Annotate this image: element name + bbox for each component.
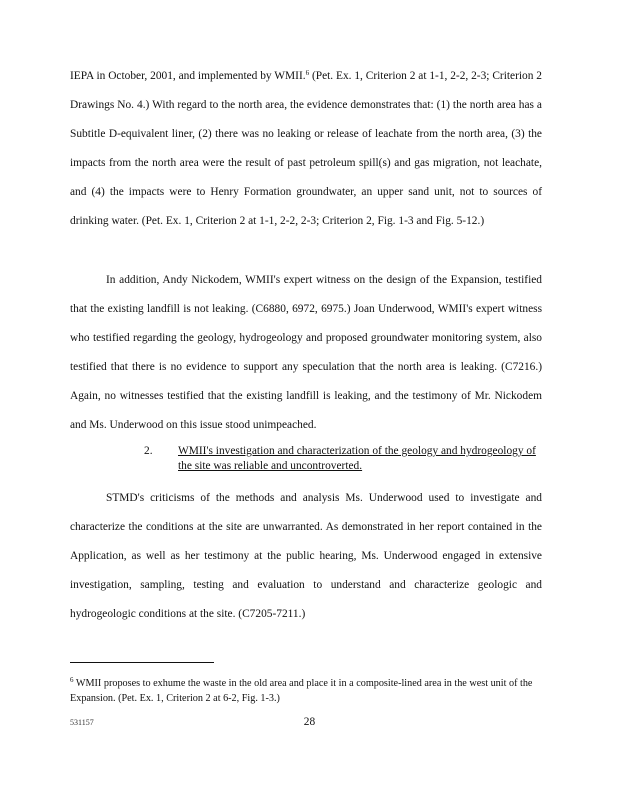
footnote — [70, 676, 540, 706]
paragraph-continuation — [70, 62, 542, 236]
p1-text-start: IEPA in October, 2001, and implemented by WMII. — [70, 70, 306, 82]
paragraph-stmd-criticisms: STMD's criticisms of the methods and analysis Ms. Underwood used to investigate and characterize the conditions at the site are unwarranted. As demonstrated in her report contained in the Application, as well as her testimony at the public hearing, Ms. Underwood engaged in extensive investigation, sampling, testing and evaluation to understand and characterize geologic and hydrogeologic conditions at the site. (C7205-7211.) — [70, 492, 542, 620]
p1-text-end: (Pet. Ex. 1, Criterion 2 at 1-1, 2-2, 2-3; Criterion 2 Drawings No. 4.) With regard to the north area, the evidence demonstrates that: (1) the north area has a Subtitle D-equivalent liner, (2) there was no leaking or release of leachate from the north area, (3) the impacts from the north area were the result of past petroleum spill(s) and gas migration, not leachate, and (4) the impacts were to Henry Formation groundwater, an upper sand unit, not to sources of drinking water. (Pet. Ex. 1, Criterion 2 at 1-1, 2-2, 2-3; Criterion 2, Fig. 1-3 and Fig. 5-12.) — [70, 70, 542, 227]
footnote-text: WMII proposes to exhume the waste in the old area and place it in a composite-lined area in the west unit of the Expansion. (Pet. Ex. 1, Criterion 2 at 6-2, Fig. 1-3.) — [70, 678, 533, 704]
page-number: 28 — [303, 716, 316, 728]
section-number: 2. — [144, 445, 153, 457]
footnote-marker: 6 — [70, 676, 74, 684]
section-heading-text: WMII's investigation and characterization of the geology and hydrogeology of the site was reliable and uncontroverted. — [178, 445, 536, 472]
footnote-divider — [70, 662, 214, 663]
paragraph-nickodem-testimony: In addition, Andy Nickodem, WMII's expert witness on the design of the Expansion, testified that the existing landfill is not leaking. (C6880, 6972, 6975.) Joan Underwood, WMII's expert witness who testified regarding the geology, hydrogeology and proposed groundwater monitoring system, also testified that there is no evidence to support any speculation that the north area is leaking. (C7216.) Again, no witnesses testified that the existing landfill is leaking, and the testimony of Mr. Nickodem and Ms. Underwood on this issue stood unimpeached. — [70, 274, 542, 431]
document-code: 531157 — [70, 718, 94, 727]
footnote-reference: 6 — [305, 69, 310, 77]
